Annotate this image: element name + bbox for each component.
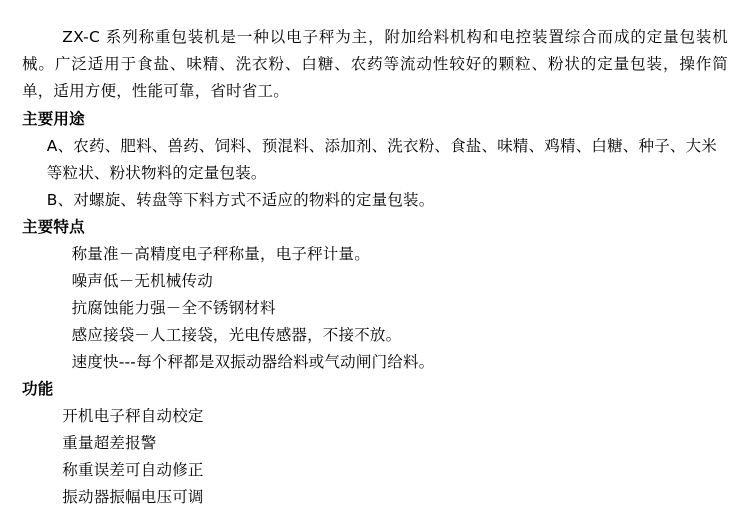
list-item: 重量超差报警 (62, 434, 157, 452)
list-item: B、对螺旋、转盘等下料方式不适应的物料的定量包装。 (46, 191, 435, 209)
list-item: 称重误差可自动修正 (62, 461, 204, 479)
section-heading: 主要特点 (22, 218, 85, 236)
list-item: 速度快---每个秤都是双振动器给料或气动闸门给料。 (71, 353, 435, 371)
list-item: 开机电子秤自动校定 (62, 407, 204, 425)
section-main-uses (22, 106, 728, 214)
list-item: 称量准－高精度电子秤称量，电子秤计量。 (71, 245, 370, 263)
list-item: 抗腐蚀能力强－全不锈钢材料 (71, 299, 276, 317)
intro-paragraph: ZX-C 系列称重包装机是一种以电子秤为主，附加给料机构和电控装置综合而成的定量包装机械。广泛适用于食盐、味精、洗衣粉、白糖、农药等流动性较好的颗粒、粉状的定量包装，操作简单，适用方便，性能可靠，省时省工。 (22, 28, 728, 100)
section-main-features (22, 214, 728, 376)
section-functions (22, 376, 728, 511)
list-item: A、农药、肥料、兽药、饲料、预混料、添加剂、洗衣粉、食盐、味精、鸡精、白糖、种子、大米等粒状、粉状物料的定量包装。 (46, 137, 718, 182)
section-heading: 功能 (22, 380, 54, 398)
list-item: 振动器振幅电压可调 (62, 488, 204, 506)
list-item: 噪声低－无机械传动 (71, 272, 213, 290)
list-item: 感应接袋－人工接袋，光电传感器，不接不放。 (71, 326, 402, 344)
section-heading: 主要用途 (22, 110, 85, 128)
